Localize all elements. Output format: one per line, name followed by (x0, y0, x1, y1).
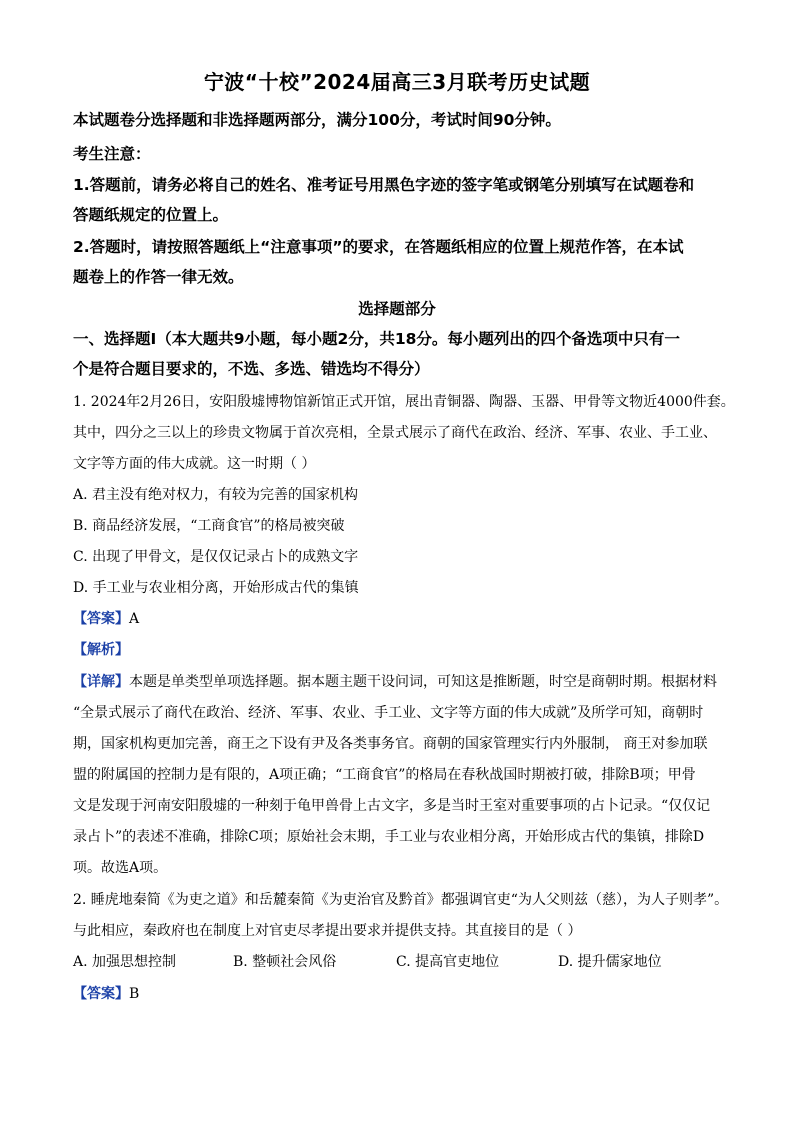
section-instructions-line-2: 个是符合题目要求的，不选、多选、错选均不得分） (73, 360, 430, 378)
q2-answer-tag: 【答案】 (73, 986, 129, 1002)
q1-stem-line-2: 其中，四分之三以上的珍贵文物属于首次亮相，全景式展示了商代在政治、经济、军事、农业、手工业、 (73, 425, 717, 441)
q1-detail-line-3: 期，国家机构更加完善，商王之下设有尹及各类事务官。商朝的国家管理实行内外服制， 商王对参加联 (73, 736, 708, 752)
q1-option-c: C. 出现了甲骨文，是仅仅记录占卜的成熟文字 (73, 549, 359, 565)
q1-detail-line-4: 盟的附属国的控制力是有限的，A项正确；“工商食官”的格局在春秋战国时期被打破，排除B项；甲骨 (73, 767, 696, 783)
q2-stem-line-2: 与此相应，秦政府也在制度上对官吏尽孝提出要求并提供支持。其直接目的是（ ） (73, 923, 582, 939)
q2-stem-line-1: 2. 睡虎地秦简《为吏之道》和岳麓秦简《为吏治官及黔首》都强调官吏“为人父则兹（慈），为人子则孝”。 (73, 892, 729, 908)
q1-detail-line-5: 文是发现于河南安阳殷墟的一种刻于龟甲兽骨上古文字，多是当时王室对重要事项的占卜记录。“仅仅记 (73, 798, 711, 814)
q1-detail-line-7: 项。故选A项。 (73, 860, 168, 876)
page-title: 宁波“十校”2024届高三3月联考历史试题 (203, 70, 591, 94)
q1-stem-line-1: 1. 2024年2月26日，安阳殷墟博物馆新馆正式开馆，展出青铜器、陶器、玉器、甲骨等文物近4000件套。 (73, 394, 735, 410)
notice-item-2-line-2: 题卷上的作答一律无效。 (73, 268, 244, 286)
q1-detail-line-1 (73, 671, 717, 691)
q1-option-a: A. 君主没有绝对权力，有较为完善的国家机构 (73, 487, 359, 503)
q1-option-b: B. 商品经济发展，“工商食官”的格局被突破 (73, 518, 345, 534)
notice-item-1-line-2: 答题纸规定的位置上。 (73, 206, 229, 224)
section-instructions-line-1: 一、选择题Ⅰ（本大题共9小题，每小题2分，共18分。每小题列出的四个备选项中只有一 (73, 330, 680, 348)
q2-option-a: A. 加强思想控制 (73, 954, 177, 970)
q1-analysis-tag: 【解析】 (73, 642, 129, 658)
notice-item-2-line-1: 2.答题时，请按照答题纸上“注意事项”的要求，在答题纸相应的位置上规范作答，在本试 (73, 238, 684, 256)
q1-detail-line-2: “全景式展示了商代在政治、经济、军事、农业、手工业、文字等方面的伟大成就”及所学可知，商朝时 (73, 705, 704, 721)
q1-option-d: D. 手工业与农业相分离，开始形成古代的集镇 (73, 580, 359, 596)
q1-detail-text-1: 本题是单类型单项选择题。据本题主题干设问词，可知这是推断题，时空是商朝时期。根据材料 (129, 674, 717, 690)
q2-option-c: C. 提高官吏地位 (396, 954, 500, 970)
notice-item-1-line-1: 1.答题前，请务必将自己的姓名、准考证号用黑色字迹的签字笔或钢笔分别填写在试题卷和 (73, 176, 695, 194)
q2-answer-value: B (129, 986, 140, 1002)
exam-intro: 本试题卷分选择题和非选择题两部分，满分100分，考试时间90分钟。 (73, 111, 561, 129)
notice-heading: 考生注意： (73, 145, 151, 163)
q2-answer (73, 983, 139, 1003)
q2-option-d: D. 提升儒家地位 (558, 954, 662, 970)
q1-answer (73, 608, 139, 628)
q1-analysis (73, 639, 129, 659)
q1-detail-line-6: 录占卜”的表述不准确，排除C项；原始社会末期，手工业与农业相分离，开始形成古代的集镇，排除D (73, 829, 705, 845)
q1-detail-tag: 【详解】 (73, 674, 129, 690)
q1-answer-tag: 【答案】 (73, 611, 129, 627)
q1-answer-value: A (129, 611, 140, 627)
q2-option-b: B. 整顿社会风俗 (233, 954, 337, 970)
q1-stem-line-3: 文字等方面的伟大成就。这一时期（ ） (73, 456, 316, 472)
section-heading: 选择题部分 (358, 300, 436, 318)
